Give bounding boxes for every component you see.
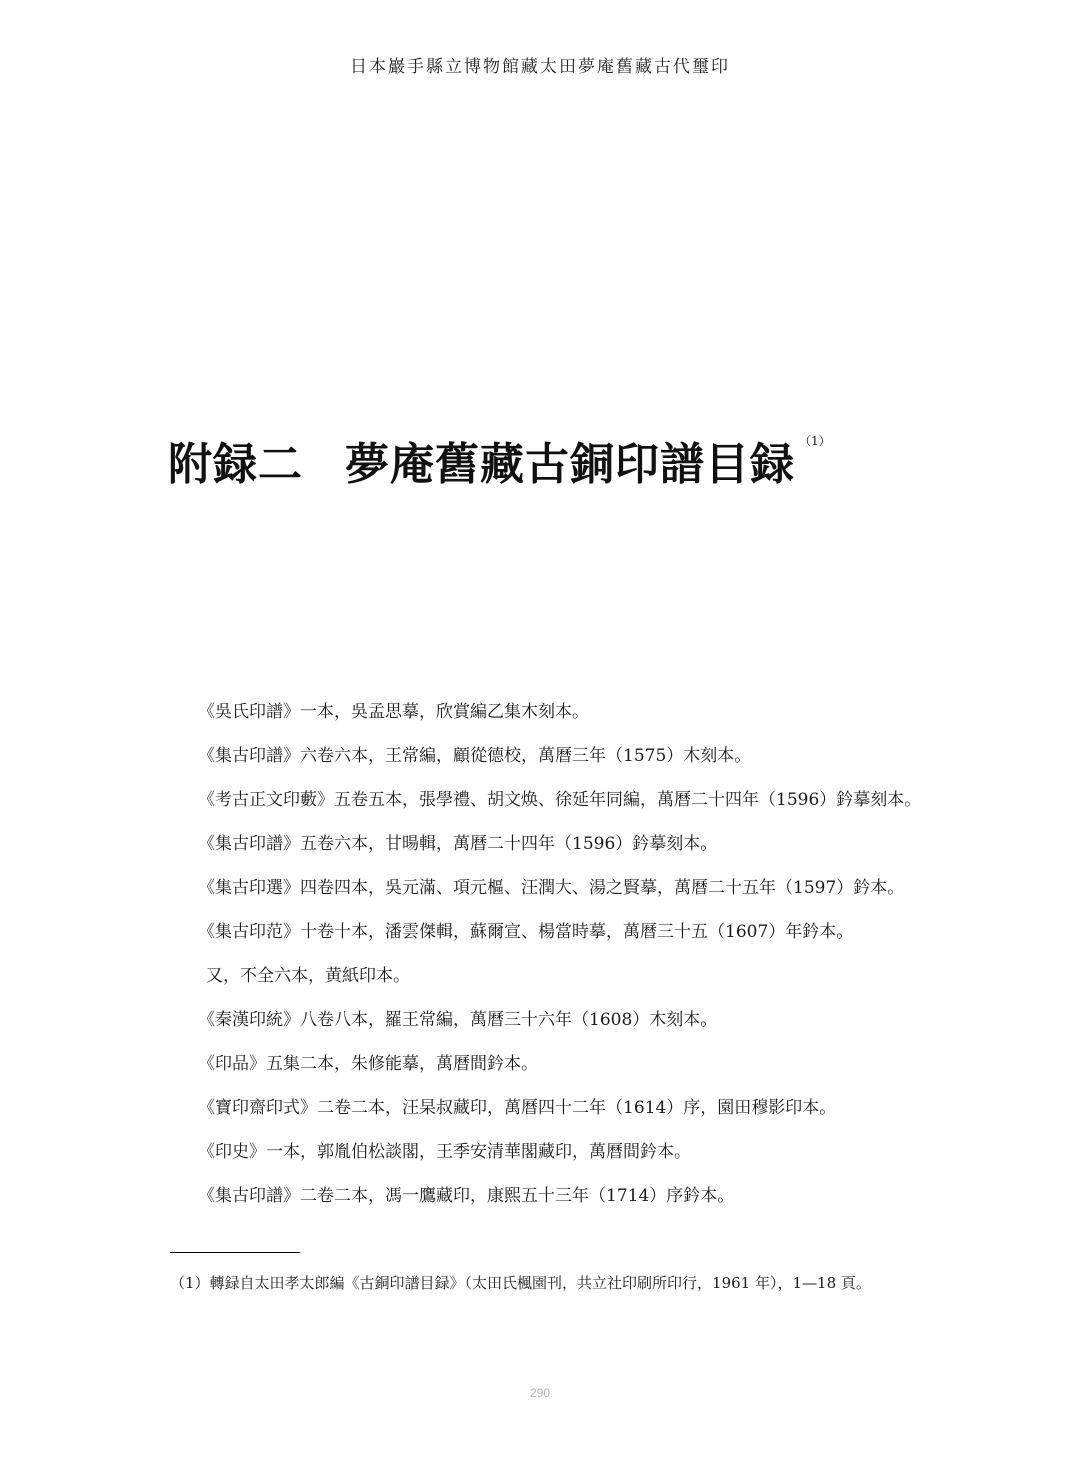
catalog-entry: 《考古正文印藪》五卷五本，張學禮、胡文焕、徐延年同編，萬曆二十四年（1596）鈐摹刻本。 — [198, 790, 922, 810]
footnote-divider — [170, 1252, 300, 1253]
catalog-entry: 《集古印譜》二卷二本，馮一鷹藏印，康熙五十三年（1714）序鈐本。 — [198, 1186, 735, 1206]
footnote: （1）轉録自太田孝太郎編《古銅印譜目録》（太田氏楓園刊，共立社印刷所印行，1961 年），1—18 頁。 — [170, 1274, 871, 1292]
catalog-entry: 又，不全六本，黄紙印本。 — [206, 966, 410, 986]
page-number: 290 — [529, 1386, 551, 1400]
catalog-entry: 《集古印譜》五卷六本，甘暘輯，萬曆二十四年（1596）鈐摹刻本。 — [198, 834, 718, 854]
appendix-title — [168, 428, 831, 492]
catalog-entry: 《印品》五集二本，朱修能摹，萬曆間鈐本。 — [198, 1054, 538, 1074]
running-header: 日本巖手縣立博物館藏太田夢庵舊藏古代璽印 — [350, 57, 730, 77]
appendix-heading: 夢庵舊藏古銅印譜目録 — [345, 439, 795, 490]
catalog-entry: 《印史》一本，郭胤伯松談閣，王季安清華閣藏印，萬曆間鈐本。 — [198, 1142, 691, 1162]
catalog-entry: 《吳氏印譜》一本，吳孟思摹，欣賞編乙集木刻本。 — [198, 702, 589, 722]
catalog-entry: 《寶印齋印式》二卷二本，汪杲叔藏印，萬曆四十二年（1614）序，園田穆影印本。 — [198, 1098, 837, 1118]
appendix-label: 附録二 — [168, 439, 303, 490]
footnote-marker: （1） — [799, 434, 831, 448]
catalog-list — [198, 700, 958, 1228]
catalog-entry: 《集古印選》四卷四本，吳元滿、項元樞、汪潤大、湯之賢摹，萬曆二十五年（1597）鈐本。 — [198, 878, 905, 898]
catalog-entry: 《集古印譜》六卷六本，王常編，顧從德校，萬曆三年（1575）木刻本。 — [198, 746, 752, 766]
catalog-entry: 《集古印范》十卷十本，潘雲傑輯，蘇爾宣、楊當時摹，萬曆三十五（1607）年鈐本。 — [198, 922, 854, 942]
catalog-entry: 《秦漢印統》八卷八本，羅王常編，萬曆三十六年（1608）木刻本。 — [198, 1010, 718, 1030]
